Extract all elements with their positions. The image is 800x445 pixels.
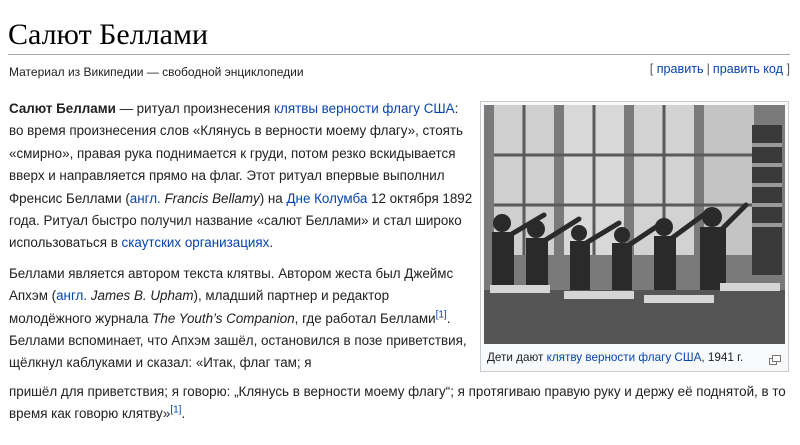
foreign-name: Francis Bellamy [160, 190, 260, 206]
caption-text: , 1941 г. [701, 351, 744, 364]
link-pledge[interactable]: клятвы верности флагу США [274, 101, 455, 116]
text: . [181, 406, 186, 422]
paragraph-2-continued [9, 381, 789, 426]
reference-1-repeat[interactable]: [1] [170, 404, 182, 416]
bracket-close: ] [786, 62, 790, 76]
link-columbus-day[interactable]: Дне Колумба [286, 190, 368, 206]
edit-link[interactable]: править [656, 62, 704, 76]
figure-caption [487, 351, 743, 364]
text: . Беллами вспоминает, что Апхэм зашёл, остановился в позе приветствия, щёлкнул каблуками и сказал: «Итак, флаг там; я [9, 310, 467, 371]
edit-links [650, 62, 790, 76]
edit-code-link[interactable]: править код [712, 62, 783, 76]
link-english[interactable]: англ. [56, 288, 88, 304]
text: ) на [259, 190, 287, 206]
photo-children-salute[interactable] [484, 105, 785, 344]
text: Беллами является автором текста клятвы. Автором жеста был Джеймс Апхэм ( [9, 265, 454, 304]
text: ), младший партнер и редактор молодёжного журнала [9, 288, 390, 326]
text: . [269, 235, 274, 251]
paragraph-2 [9, 263, 474, 375]
title-divider [8, 54, 790, 55]
figure [480, 101, 789, 372]
bracket-open: [ [649, 62, 654, 76]
caption-link-pledge[interactable]: клятву верности флагу США [546, 351, 702, 364]
text: , где работал Беллами [294, 310, 436, 326]
link-scout-organizations[interactable]: скаутских организациях [121, 235, 270, 251]
paragraph-1 [9, 98, 474, 255]
page-title: Салют Беллами [8, 18, 209, 51]
caption-text: Дети дают [487, 351, 547, 364]
text: пришёл для приветствия; я говорю: „Клянусь в верности моему флагу“; я протягиваю правую руку и держу её поднятой, в то время как говорю клятву» [9, 384, 786, 422]
tagline: Материал из Википедии — свободной энциклопедии [9, 65, 304, 79]
article-body [9, 98, 474, 383]
text: — ритуал произнесения [115, 101, 275, 116]
article-subject: Салют Беллами [9, 101, 116, 116]
edit-separator: | [706, 62, 710, 76]
link-english[interactable]: англ. [129, 190, 161, 206]
foreign-name: James B. Upham [87, 288, 194, 304]
enlarge-icon[interactable] [769, 352, 781, 362]
journal-name: The Youth’s Companion [152, 310, 295, 326]
reference-1[interactable]: [1] [435, 309, 447, 321]
text: : во время произнесения слов «Клянусь в верности моему флагу», стоять «смирно», правая рука поднимается к груди, потом резко вскидывается вверх и направляется прямо на флаг. Этот ритуал впервые выполнил Френсис Беллами ( [9, 101, 464, 206]
text: 12 октября 1892 года. Ритуал быстро получил название «салют Беллами» и стал широко использоваться в [9, 190, 473, 251]
